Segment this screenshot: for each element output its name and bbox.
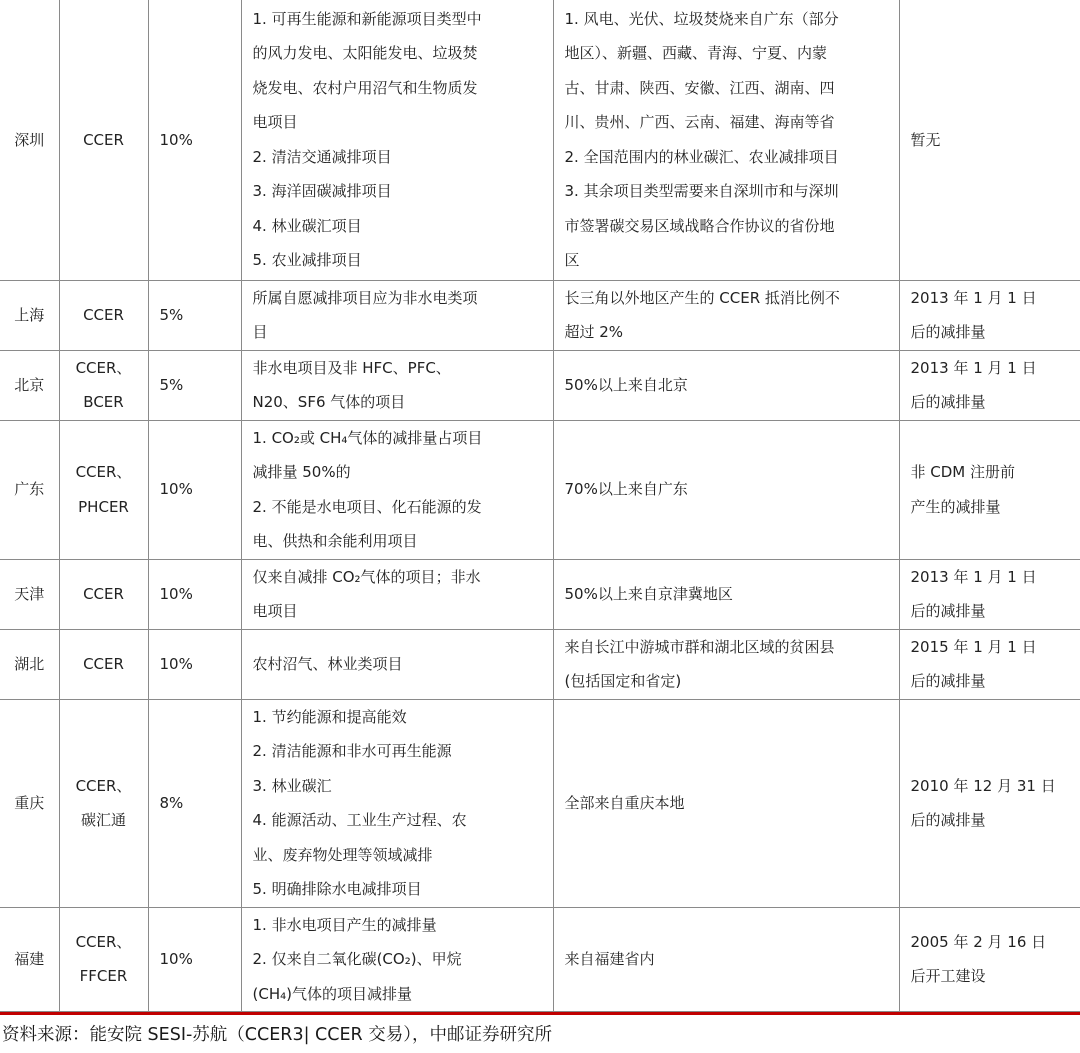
credit-type-cell [59, 280, 148, 350]
location-line: 2. 全国范围内的林业碳汇、农业减排项目 [564, 147, 839, 166]
project-type-cell [241, 907, 553, 1012]
project-type-cell [241, 0, 553, 280]
region-cell: 重庆 [0, 699, 59, 907]
offset-ratio-cell: 10% [148, 559, 241, 629]
project-type-line: 仅来自减排 CO₂气体的项目；非水 [252, 567, 481, 586]
credit-type-cell [59, 699, 148, 907]
project-type-line: 1. 可再生能源和新能源项目类型中 [252, 9, 482, 28]
project-type-line: 电、供热和余能利用项目 [252, 532, 418, 550]
project-type-cell [241, 280, 553, 350]
project-type-line: 1. 节约能源和提高能效 [252, 707, 407, 726]
location-cell [553, 350, 899, 420]
project-type-line: 目 [252, 323, 268, 341]
credit-type-line: CCER、 [75, 358, 132, 377]
location-cell [553, 629, 899, 699]
location-cell [553, 280, 899, 350]
table-row [0, 350, 1080, 420]
offset-ratio-cell: 8% [148, 699, 241, 907]
region-cell: 上海 [0, 280, 59, 350]
credit-type-line: 碳汇通 [80, 811, 126, 829]
location-line: 超过 2% [564, 323, 624, 341]
time-line: 后的减排量 [910, 811, 986, 829]
location-cell [553, 699, 899, 907]
time-cell [899, 350, 1080, 420]
time-line: 后的减排量 [910, 672, 986, 690]
offset-ratio-cell: 5% [148, 280, 241, 350]
table-row [0, 907, 1080, 1012]
time-line: 2010 年 12 月 31 日 [910, 776, 1056, 795]
footer-rule [0, 1012, 1080, 1015]
project-type-line: 5. 明确排除水电减排项目 [252, 880, 422, 898]
project-type-line: 2. 不能是水电项目、化石能源的发 [252, 497, 482, 516]
location-line: 3. 其余项目类型需要来自深圳市和与深圳 [564, 182, 839, 201]
credit-type-cell [59, 420, 148, 559]
credit-type-cell [59, 350, 148, 420]
location-line: 50%以上来自京津冀地区 [564, 584, 733, 603]
offset-ratio-cell: 5% [148, 350, 241, 420]
project-type-line: 业、废弃物处理等领域减排 [252, 845, 433, 864]
location-cell [553, 907, 899, 1012]
location-line: 来自长江中游城市群和湖北区域的贫困县 [564, 637, 835, 656]
project-type-line: 所属自愿减排项目应为非水电类项 [252, 288, 478, 307]
credit-type-cell [59, 907, 148, 1012]
region-cell: 湖北 [0, 629, 59, 699]
credit-type-line: CCER、 [75, 776, 132, 795]
location-line: 来自福建省内 [564, 950, 655, 968]
table-row [0, 280, 1080, 350]
project-type-line: 减排量 50%的 [252, 463, 351, 481]
credit-type-line: CCER [83, 654, 124, 673]
project-type-line: 4. 能源活动、工业生产过程、农 [252, 811, 467, 829]
location-cell [553, 559, 899, 629]
project-type-line: (CH₄)气体的项目减排量 [252, 984, 412, 1003]
credit-type-line: CCER、 [75, 463, 132, 481]
offset-ratio-cell: 10% [148, 629, 241, 699]
project-type-cell [241, 350, 553, 420]
credit-type-line: FFCER [79, 967, 128, 986]
project-type-line: N20、SF6 气体的项目 [252, 393, 406, 411]
time-cell [899, 907, 1080, 1012]
project-type-line: 1. CO₂或 CH₄气体的减排量占项目 [252, 428, 483, 447]
project-type-line: 2. 仅来自二氧化碳(CO₂)、甲烷 [252, 950, 462, 968]
location-cell [553, 0, 899, 280]
credit-type-line: CCER [83, 130, 124, 149]
credit-type-line: CCER [83, 305, 124, 324]
project-type-line: 2. 清洁交通减排项目 [252, 147, 392, 166]
table-row [0, 699, 1080, 907]
project-type-cell [241, 699, 553, 907]
project-type-line: 4. 林业碳汇项目 [252, 216, 362, 235]
location-cell [553, 420, 899, 559]
time-line: 后的减排量 [910, 393, 986, 411]
table-row [0, 0, 1080, 280]
credit-type-line: CCER、 [75, 932, 132, 951]
project-type-cell [241, 559, 553, 629]
time-line: 非 CDM 注册前 [910, 463, 1016, 481]
project-type-line: 3. 海洋固碳减排项目 [252, 182, 392, 201]
credit-type-line: CCER [83, 584, 124, 603]
table-row [0, 420, 1080, 559]
time-line: 2015 年 1 月 1 日 [910, 637, 1037, 656]
project-type-cell [241, 420, 553, 559]
project-type-line: 非水电项目及非 HFC、PFC、 [252, 358, 451, 377]
location-line: 70%以上来自广东 [564, 480, 688, 499]
time-line: 2013 年 1 月 1 日 [910, 567, 1037, 586]
location-line: (包括国定和省定) [564, 672, 682, 690]
time-line: 2013 年 1 月 1 日 [910, 288, 1037, 307]
project-type-line: 农村沼气、林业类项目 [252, 654, 403, 673]
credit-type-cell [59, 0, 148, 280]
time-cell [899, 0, 1080, 280]
region-cell: 北京 [0, 350, 59, 420]
project-type-line: 1. 非水电项目产生的减排量 [252, 915, 437, 934]
credit-type-cell [59, 629, 148, 699]
time-cell [899, 629, 1080, 699]
location-line: 市签署碳交易区域战略合作协议的省份地 [564, 216, 835, 235]
time-cell [899, 280, 1080, 350]
source-note: 资料来源：能安院 SESI-苏航（CCER3| CCER 交易），中邮证券研究所 [2, 1025, 553, 1045]
project-type-line: 电项目 [252, 113, 298, 132]
location-line: 全部来自重庆本地 [564, 793, 685, 812]
region-cell: 福建 [0, 907, 59, 1012]
time-cell [899, 559, 1080, 629]
time-line: 后的减排量 [910, 602, 986, 620]
table-row [0, 629, 1080, 699]
project-type-line: 3. 林业碳汇 [252, 776, 332, 795]
project-type-line: 2. 清洁能源和非水可再生能源 [252, 742, 452, 760]
project-type-line: 烧发电、农村户用沼气和生物质发 [252, 78, 478, 97]
time-line: 2013 年 1 月 1 日 [910, 358, 1037, 377]
time-line: 暂无 [910, 130, 941, 149]
time-line: 后开工建设 [910, 967, 986, 986]
region-cell: 广东 [0, 420, 59, 559]
time-cell [899, 420, 1080, 559]
credit-type-line: PHCER [78, 497, 129, 516]
location-line: 地区）、新疆、西藏、青海、宁夏、内蒙 [564, 44, 828, 63]
table-row [0, 559, 1080, 629]
time-line: 后的减排量 [910, 323, 986, 341]
project-type-cell [241, 629, 553, 699]
location-line: 长三角以外地区产生的 CCER 抵消比例不 [564, 288, 840, 307]
location-line: 50%以上来自北京 [564, 375, 688, 394]
time-cell [899, 699, 1080, 907]
credit-type-line: BCER [83, 393, 124, 411]
location-line: 区 [564, 251, 580, 270]
project-type-line: 5. 农业减排项目 [252, 251, 362, 270]
offset-ratio-cell: 10% [148, 420, 241, 559]
region-cell: 深圳 [0, 0, 59, 280]
credit-type-cell [59, 559, 148, 629]
location-line: 1. 风电、光伏、垃圾焚烧来自广东（部分 [564, 9, 839, 28]
location-line: 川、贵州、广西、云南、福建、海南等省 [564, 113, 835, 132]
project-type-line: 电项目 [252, 602, 298, 620]
time-line: 产生的减排量 [910, 497, 1001, 516]
location-line: 古、甘肃、陕西、安徽、江西、湖南、四 [564, 78, 835, 97]
offset-ratio-cell: 10% [148, 907, 241, 1012]
region-cell: 天津 [0, 559, 59, 629]
offset-ratio-cell: 10% [148, 0, 241, 280]
project-type-line: 的风力发电、太阳能发电、垃圾焚 [252, 44, 478, 63]
time-line: 2005 年 2 月 16 日 [910, 932, 1047, 951]
